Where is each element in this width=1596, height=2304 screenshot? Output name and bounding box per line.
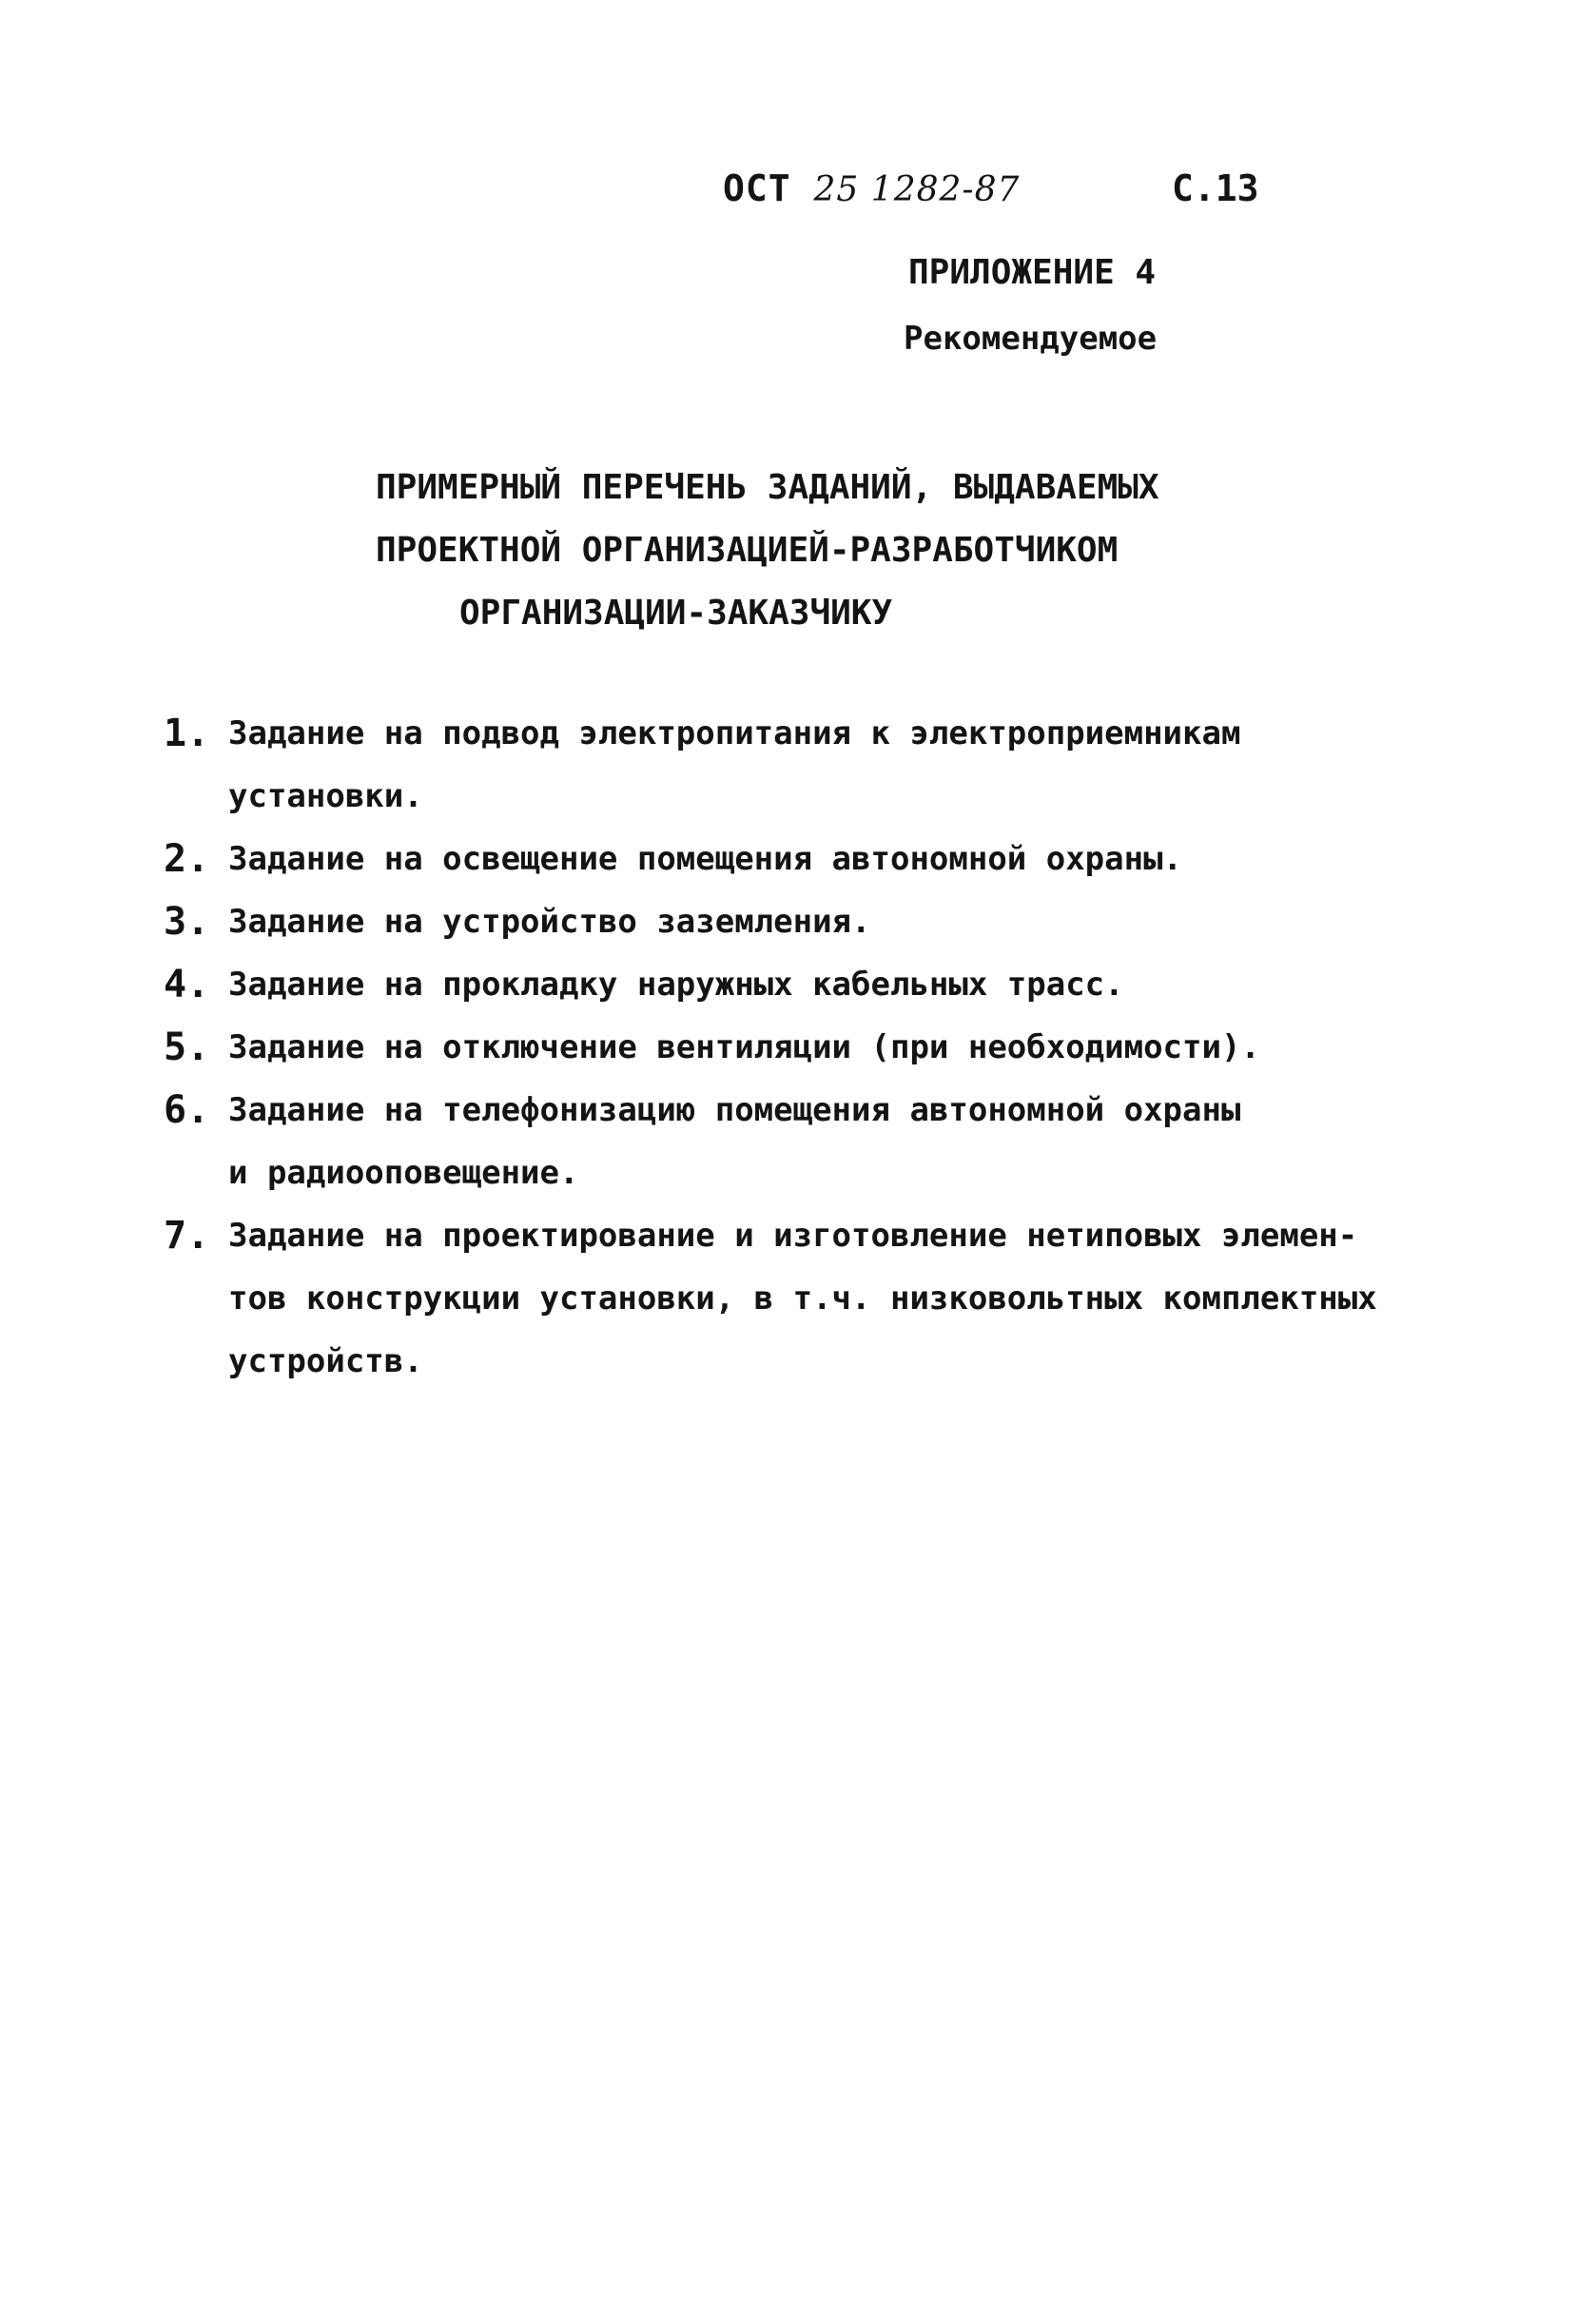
- list-item: [164, 702, 1377, 828]
- item-number: 6.: [164, 1088, 210, 1132]
- title-line-3: ОРГАНИЗАЦИИ-ЗАКАЗЧИКУ: [459, 594, 893, 633]
- list-item: [164, 1079, 1377, 1204]
- title-line-1: ПРИМЕРНЫЙ ПЕРЕЧЕНЬ ЗАДАНИЙ, ВЫДАВАЕМЫХ: [376, 468, 1159, 507]
- list-item: [164, 1204, 1377, 1393]
- item-text: Задание на прокладку наружных кабельных трасс.: [228, 966, 1124, 1004]
- item-number: 3.: [164, 900, 210, 944]
- item-text: Задание на проектирование и изготовление нетиповых элемен-: [228, 1217, 1358, 1255]
- list-item: [164, 828, 1377, 890]
- item-text: Задание на подвод электропитания к электроприемникам: [228, 714, 1241, 752]
- list-item: [164, 1016, 1377, 1079]
- doc-prefix: ОСТ: [723, 167, 791, 209]
- doc-number: 25 1282-87: [813, 170, 1021, 209]
- item-text-cont: устройств.: [228, 1342, 423, 1380]
- list-item: [164, 953, 1377, 1016]
- item-number: 7.: [164, 1214, 210, 1258]
- item-text-cont: тов конструкции установки, в т.ч. низковольтных комплектных: [228, 1279, 1377, 1318]
- document-code: [723, 167, 1020, 209]
- item-text-cont: установки.: [228, 777, 423, 815]
- item-number: 1.: [164, 712, 210, 755]
- item-text: Задание на отключение вентиляции (при необходимости).: [228, 1028, 1260, 1066]
- appendix-status: Рекомендуемое: [904, 320, 1158, 358]
- item-text-cont: и радиооповещение.: [228, 1154, 579, 1192]
- item-text: Задание на телефонизацию помещения автономной охраны: [228, 1091, 1241, 1129]
- page-title: [376, 457, 1159, 645]
- item-text: Задание на освещение помещения автономной охраны.: [228, 840, 1183, 878]
- item-text: Задание на устройство заземления.: [228, 903, 871, 941]
- title-line-2: ПРОЕКТНОЙ ОРГАНИЗАЦИЕЙ-РАЗРАБОТЧИКОМ: [376, 531, 1119, 570]
- item-number: 2.: [164, 837, 210, 881]
- list-item: [164, 890, 1377, 953]
- task-list: [164, 702, 1377, 1393]
- page-number: С.13: [1172, 167, 1259, 209]
- item-number: 5.: [164, 1025, 210, 1069]
- appendix-label: ПРИЛОЖЕНИЕ 4: [908, 253, 1157, 292]
- item-number: 4.: [164, 963, 210, 1006]
